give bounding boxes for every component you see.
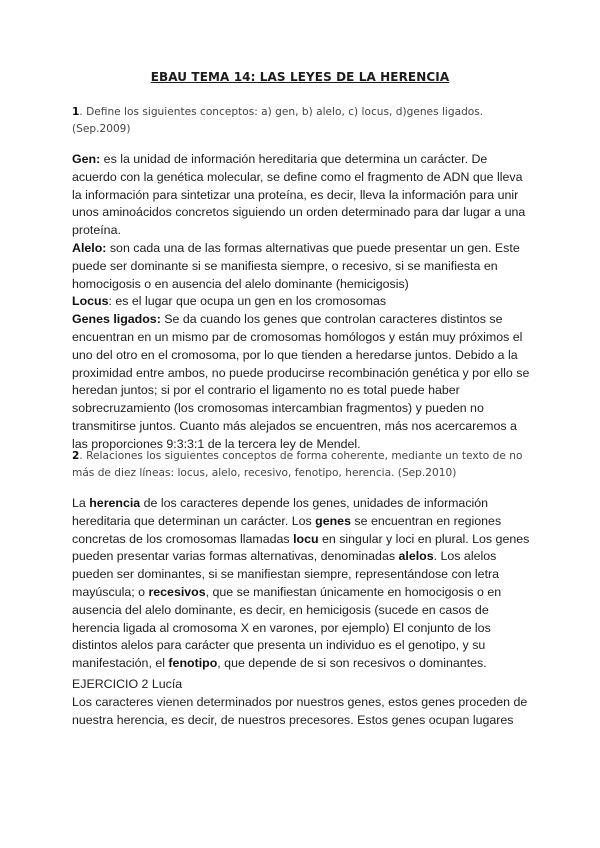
question-1-number: 1 (72, 106, 80, 118)
definition-alelo (72, 240, 532, 293)
definition-locus (72, 293, 532, 311)
question-1 (72, 104, 532, 138)
answer-2 (72, 495, 532, 673)
answer-2-paragraph (72, 495, 532, 673)
definition-term: Locus (72, 294, 109, 309)
exercise-heading: EJERCICIO 2 Lucía (72, 677, 183, 691)
definition-text: son cada una de las formas alternativas que puede presentar un gen. Este puede ser dominante si se manifiesta siempre, o recesivo, si se manifiesta en homocigosis o en ausencia del alelo dominante (hemicigosis) (72, 240, 520, 291)
question-2 (72, 448, 532, 482)
definition-text: es la unidad de información hereditaria que determina un carácter. De acuerdo con la genética molecular, se define como el fragmento de ADN que lleva la información para sintetizar una proteína, es decir, lleva la información para unir unos aminoácidos concretos siguiendo un orden determinado para dar lugar a una proteína. (72, 152, 526, 238)
definition-term: Gen: (72, 152, 101, 166)
document-title: EBAU TEMA 14: LAS LEYES DE LA HERENCIA (150, 70, 450, 84)
answer-text-run: . Los alelos pueden ser dominantes, si se manifiestan siempre, representándose con letra mayúscula; o (72, 549, 500, 599)
question-2-text: . Relaciones los siguientes conceptos de forma coherente, mediante un texto de no más de diez líneas: locus, alelo, recesivo, fenotipo, herencia. (Sep.2010) (72, 450, 523, 479)
answer-key-term: herencia (89, 496, 141, 510)
answer-text-run: de los caracteres depende los genes, unidades de información hereditaria que determinan un carácter. Los (72, 496, 489, 528)
answer-key-term: fenotipo (168, 656, 218, 671)
answer-text-run: en singular y loci en plural. Los genes pueden presentar varias formas alternativas, denominadas (72, 531, 530, 564)
definition-genes-ligados (72, 311, 532, 453)
definition-text: Se da cuando los genes que controlan caracteres distintos se encuentran en un mismo par de cromosomas homólogos y están muy próximos el uno del otro en el cromosoma, por lo que tienden a heredarse juntos. Debido a la proximidad entre ambos, no puede producirse recombinación genética y por ello se heredan juntos; si por el contrario el ligamento no es total puede haber sobrecruzamiento (los cromosomas intercambian fragmentos) y pueden no transmitirse juntos. Cuanto más alejados se encuentren, más nos acercaremos a las proporciones 9:3:3:1 de la tercera ley de Mendel. (72, 312, 530, 451)
answer-1 (72, 151, 532, 454)
definition-gen (72, 151, 532, 240)
answer-text-run: , que se manifiestan únicamente en homocigosis o en ausencia del alelo dominante, es decir, en hemicigosis (sucede en casos de herencia ligada al cromosoma X en varones, por ejemplo) El conjunto de los distintos alelos para carácter que presenta un individuo es el genotipo, y su manifestación, el (72, 584, 502, 671)
answer-text-run: se encuentran en regiones concretas de los cromosomas llamadas (72, 513, 502, 546)
answer-text-run: La (72, 496, 90, 510)
definition-term: Alelo: (72, 240, 107, 255)
answer-key-term: recesivos (148, 584, 206, 599)
answer-text-run: , que depende de si son recesivos o dominantes. (217, 656, 487, 671)
definition-text: : es el lugar que ocupa un gen en los cromosomas (108, 294, 387, 309)
answer-key-term: alelos (398, 549, 434, 564)
exercise-text: Los caracteres vienen determinados por nuestros genes, estos genes proceden de nuestra herencia, es decir, de nuestros precesores. Estos genes ocupan lugares (72, 694, 528, 727)
answer-key-term: genes (315, 513, 351, 528)
question-1-text: . Define los siguientes conceptos: a) gen, b) alelo, c) locus, d)genes ligados. (Sep.2009) (72, 106, 484, 135)
answer-key-term: locu (293, 531, 319, 546)
definition-term: Genes ligados: (72, 312, 161, 327)
exercise-2 (72, 676, 532, 729)
question-2-number: 2 (72, 450, 80, 462)
